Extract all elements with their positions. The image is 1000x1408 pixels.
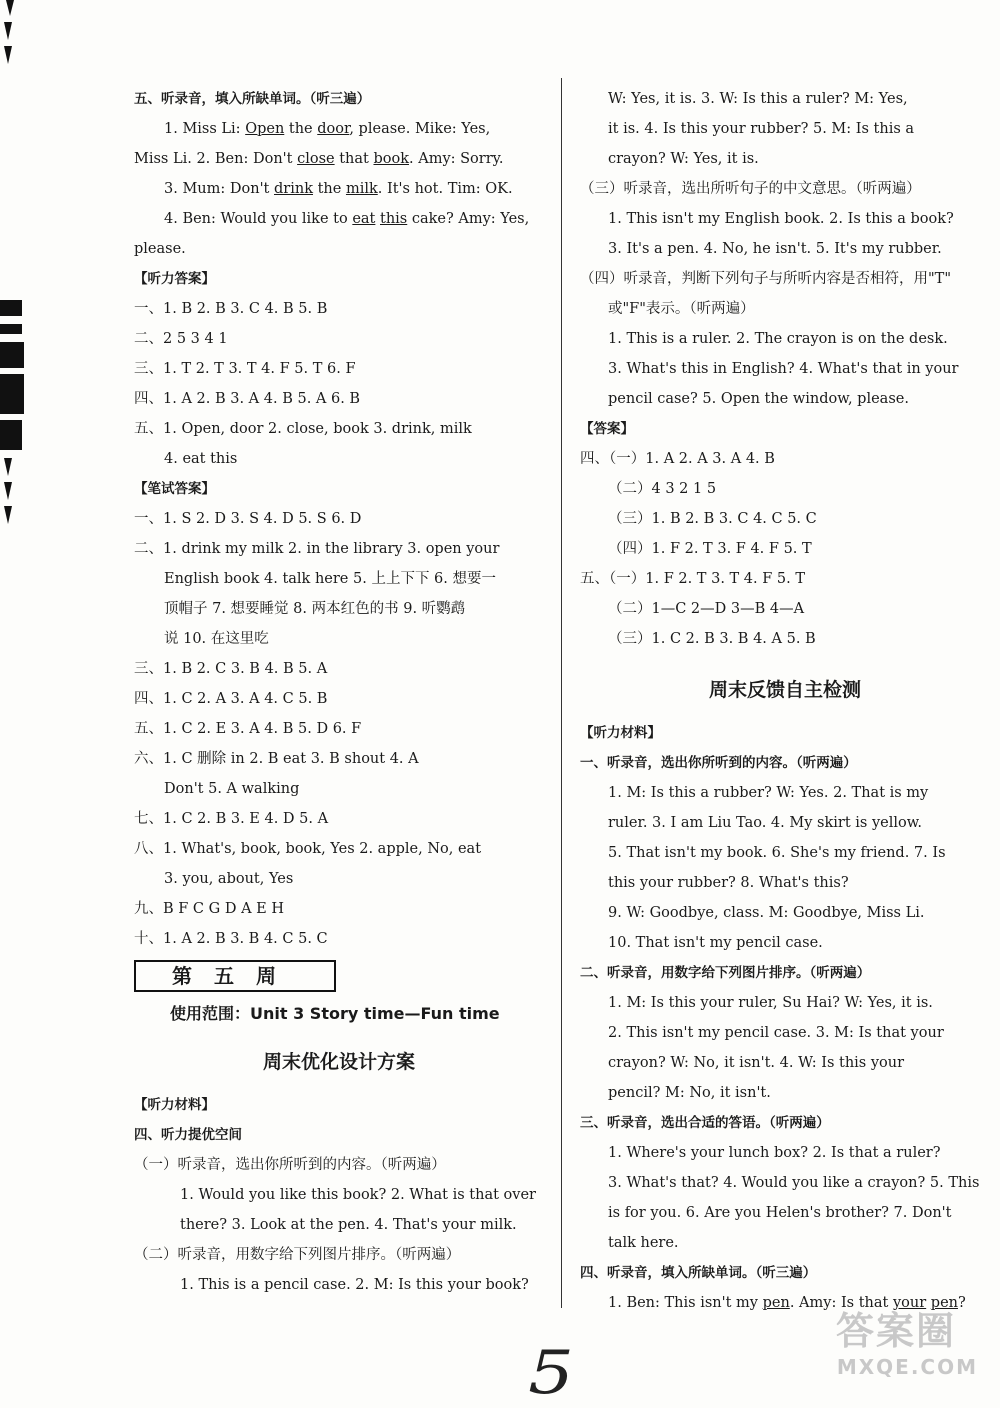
text-line: （三）1. C 2. B 3. B 4. A 5. B (608, 631, 816, 647)
text-line: （四）听录音，判断下列句子与所听内容是否相符，用"T" (580, 271, 952, 287)
text-line: 1. This isn't my English book. 2. Is this a book? (608, 211, 954, 227)
section-heading-weekend-plan: 周末优化设计方案 (262, 1051, 415, 1073)
text-line: 说 10. 在这里吃 (164, 631, 269, 647)
text-line: 五、1. C 2. E 3. A 4. B 5. D 6. F (134, 721, 362, 737)
text-line: （二）4 3 2 1 5 (608, 481, 717, 497)
usage-scope: 使用范围：Unit 3 Story time—Fun time (170, 1004, 500, 1023)
text-line: crayon? W: Yes, it is. (608, 151, 759, 167)
text-line: 五、（一）1. F 2. T 3. T 4. F 5. T (580, 571, 806, 587)
text-line: this your rubber? 8. What's this? (608, 875, 849, 891)
text-line: 3. Mum: Don't drink the milk. It's hot. Tim: OK. (164, 181, 513, 197)
text-line: 一、1. B 2. B 3. C 4. B 5. B (134, 301, 328, 317)
text-line: 【答案】 (580, 421, 634, 437)
text-line: 三、1. B 2. C 3. B 4. B 5. A (134, 661, 328, 677)
text-line: 9. W: Goodbye, class. M: Goodbye, Miss Li. (608, 905, 925, 921)
text-line: 【听力材料】 (134, 1097, 215, 1113)
text-line: 1. This is a pencil case. 2. M: Is this your book? (180, 1277, 529, 1293)
text-line: 二、听录音，用数字给下列图片排序。（听两遍） (580, 965, 871, 981)
filled-word: Open (245, 121, 285, 137)
text-line: （二）1—C 2—D 3—B 4—A (608, 601, 805, 617)
text-line: there? 3. Look at the pen. 4. That's your milk. (180, 1217, 517, 1233)
text-line: talk here. (608, 1235, 679, 1251)
text-line: 十、1. A 2. B 3. B 4. C 5. C (134, 931, 328, 947)
text-line: W: Yes, it is. 3. W: Is this a ruler? M: Yes, (608, 91, 908, 107)
text-line: 1. This is a ruler. 2. The crayon is on the desk. (608, 331, 948, 347)
column-divider (561, 78, 562, 1308)
left-lines-2 (134, 1090, 544, 1300)
text-line: 或"F"表示。（听两遍） (608, 301, 755, 317)
week-banner-title: 第五周 (134, 960, 336, 992)
text-line: ruler. 3. I am Liu Tao. 4. My skirt is yellow. (608, 815, 923, 831)
text-line: 1. Would you like this book? 2. What is that over (180, 1187, 536, 1203)
watermark-logo: 答案圈 (836, 1309, 957, 1353)
text-line: pencil case? 5. Open the window, please. (608, 391, 909, 407)
text-line: 1. Where's your lunch box? 2. Is that a ruler? (608, 1145, 941, 1161)
text-line: （一）听录音，选出你所听到的内容。（听两遍） (134, 1157, 446, 1173)
text-line: 八、1. What's, book, book, Yes 2. apple, No, eat (134, 841, 482, 857)
text-line: （四）1. F 2. T 3. F 4. F 5. T (608, 541, 812, 557)
filled-word: drink (274, 181, 313, 197)
text-line: 3. What's this in English? 4. What's that in your (608, 361, 959, 377)
text-line: 3. It's a pen. 4. No, he isn't. 5. It's my rubber. (608, 241, 942, 257)
text-line: 五、1. Open, door 2. close, book 3. drink, milk (134, 421, 472, 437)
text-line: （三）听录音，选出所听句子的中文意思。（听两遍） (580, 181, 921, 197)
text-line: please. (134, 241, 186, 257)
text-line: 四、1. C 2. A 3. A 4. C 5. B (134, 691, 328, 707)
right-lines (580, 84, 990, 654)
text-line: 五、听录音，填入所缺单词。（听三遍） (134, 91, 371, 107)
text-line: 二、1. drink my milk 2. in the library 3. open your (134, 541, 500, 557)
text-line: English book 4. talk here 5. 上上下下 6. 想要一 (164, 571, 496, 587)
left-lines (134, 84, 544, 954)
week-banner (134, 954, 544, 994)
filled-word: eat (352, 211, 376, 227)
text-line: is for you. 6. Are you Helen's brother? 7. Don't (608, 1205, 952, 1221)
left-column (134, 84, 544, 1300)
text-line: 一、听录音，选出你所听到的内容。（听两遍） (580, 755, 857, 771)
text-line: 1. M: Is this a rubber? W: Yes. 2. That is my (608, 785, 929, 801)
filled-word: book (373, 151, 409, 167)
text-line: 1. Miss Li: Open the door, please. Mike: Yes, (164, 121, 491, 137)
text-line: 七、1. C 2. B 3. E 4. D 5. A (134, 811, 329, 827)
text-line: crayon? W: No, it isn't. 4. W: Is this your (608, 1055, 905, 1071)
filled-word: pen (762, 1295, 790, 1311)
text-line: 四、1. A 2. B 3. A 4. B 5. A 6. B (134, 391, 361, 407)
text-line: 四、听力提优空间 (134, 1127, 242, 1143)
text-line: 3. you, about, Yes (164, 871, 294, 887)
text-line: pencil? M: No, it isn't. (608, 1085, 771, 1101)
text-line: 4. Ben: Would you like to eat this cake? Amy: Yes, (164, 211, 530, 227)
text-line: it is. 4. Is this your rubber? 5. M: Is this a (608, 121, 915, 137)
text-line: （三）1. B 2. B 3. C 4. C 5. C (608, 511, 817, 527)
text-line: 【听力材料】 (580, 725, 661, 741)
text-line: Don't 5. A walking (164, 781, 300, 797)
text-line: 九、B F C G D A E H (134, 901, 284, 917)
watermark-url: MXQE.COM (836, 1355, 978, 1379)
text-line: 2. This isn't my pencil case. 3. M: Is that your (608, 1025, 944, 1041)
text-line: 一、1. S 2. D 3. S 4. D 5. S 6. D (134, 511, 362, 527)
text-line: 顶帽子 7. 想要睡觉 8. 两本红色的书 9. 听鹦鹉 (164, 601, 466, 617)
text-line: 1. M: Is this your ruler, Su Hai? W: Yes, it is. (608, 995, 933, 1011)
filled-word: door (317, 121, 350, 137)
text-line: 三、1. T 2. T 3. T 4. F 5. T 6. F (134, 361, 356, 377)
text-line: 【听力答案】 (134, 271, 215, 287)
text-line: 六、1. C 删除 in 2. B eat 3. B shout 4. A (134, 751, 419, 767)
right-column (580, 84, 990, 1318)
text-line: （二）听录音，用数字给下列图片排序。（听两遍） (134, 1247, 461, 1263)
text-line: Miss Li. 2. Ben: Don't close that book. Amy: Sorry. (134, 151, 504, 167)
text-line: 5. That isn't my book. 6. She's my friend. 7. Is (608, 845, 946, 861)
text-line: 二、2 5 3 4 1 (134, 331, 228, 347)
filled-word: this (380, 211, 408, 227)
text-line: 1. Ben: This isn't my pen. Amy: Is that your pen? (608, 1295, 966, 1311)
text-line: 4. eat this (164, 451, 238, 467)
text-line: 四、听录音，填入所缺单词。（听三遍） (580, 1265, 817, 1281)
text-line: 10. That isn't my pencil case. (608, 935, 823, 951)
filled-word: pen (930, 1295, 958, 1311)
filled-word: milk (345, 181, 378, 197)
binding-margin-marks (0, 0, 28, 1395)
filled-word: close (297, 151, 335, 167)
text-line: 四、（一）1. A 2. A 3. A 4. B (580, 451, 775, 467)
watermark (836, 1300, 986, 1390)
filled-word: your (892, 1295, 927, 1311)
section-heading-weekend-check: 周末反馈自主检测 (708, 679, 861, 701)
page-number: 5 (528, 1338, 575, 1408)
text-line: 3. What's that? 4. Would you like a crayon? 5. This (608, 1175, 980, 1191)
text-line: 三、听录音，选出合适的答语。（听两遍） (580, 1115, 830, 1131)
text-line: 【笔试答案】 (134, 481, 215, 497)
right-lines-2 (580, 718, 990, 1318)
